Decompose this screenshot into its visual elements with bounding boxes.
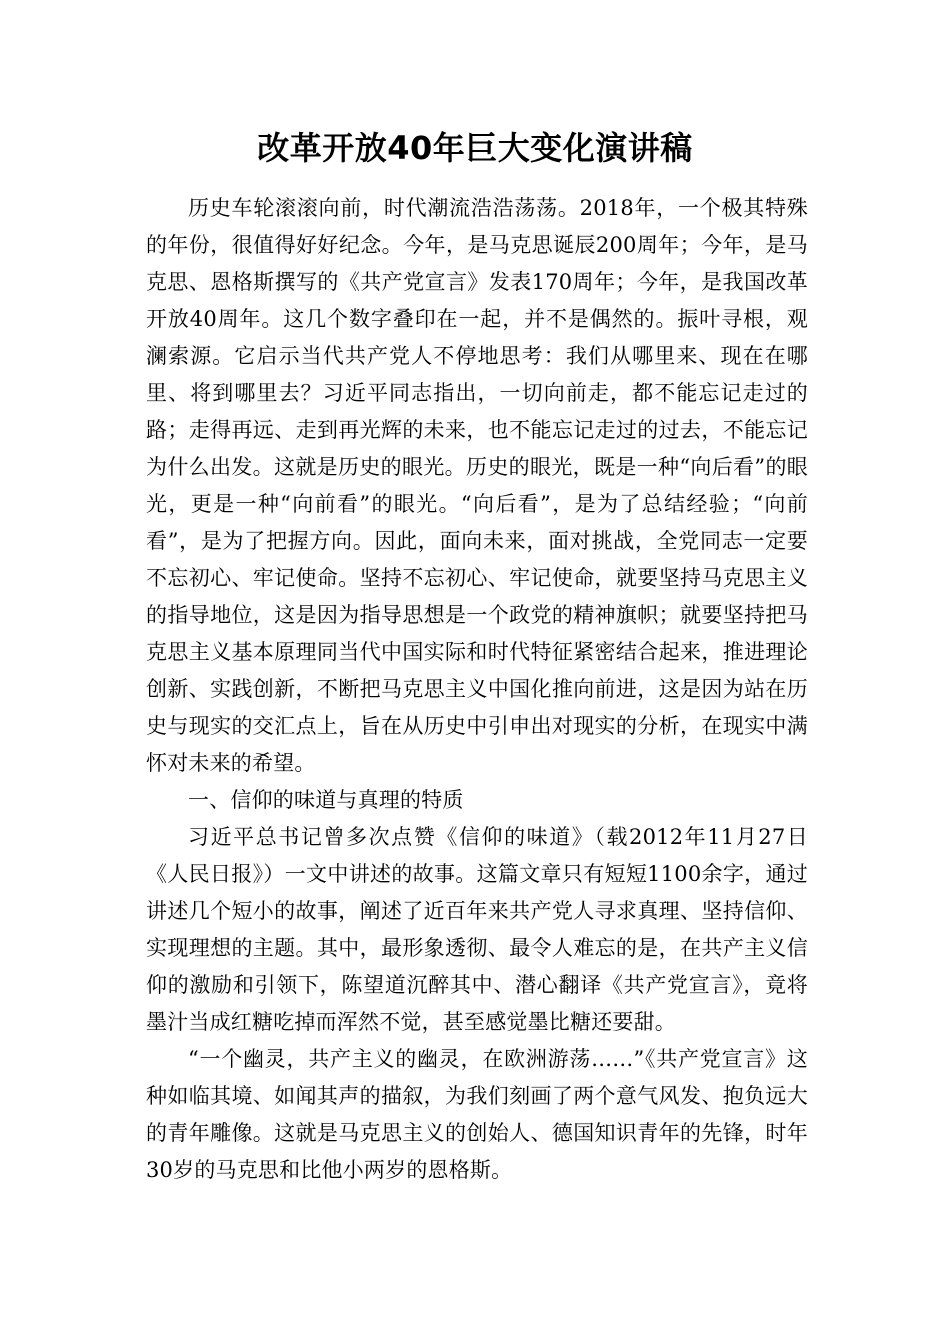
section-heading: 一、信仰的味道与真理的特质 xyxy=(188,788,464,812)
paragraph-faith-taste: 习近平总书记曾多次点赞《信仰的味道》（载2012年11月27日《人民日报》）一文中讲述的故事。这篇文章只有短短1100余字，通过讲述几个短小的故事，阐述了近百年来共产党人寻求真理、坚持信仰、实现理想的主题。其中，最形象透彻、最令人难忘的是，在共产主义信仰的激励和引领下，陈望道沉醉其中、潜心翻译《共产党宣言》，竟将墨汁当成红糖吃掉而浑然不觉，甚至感觉墨比糖还要甜。 xyxy=(146,825,808,1034)
paragraph-intro: 历史车轮滚滚向前，时代潮流浩浩荡荡。2018年，一个极其特殊的年份，很值得好好纪念。今年，是马克思诞辰200周年；今年，是马克思、恩格斯撰写的《共产党宣言》发表170周年；今年，是我国改革开放40周年。这几个数字叠印在一起，并不是偶然的。振叶寻根，观澜索源。它启示当代共产党人不停地思考：我们从哪里来、现在在哪里、将到哪里去？习近平同志指出，一切向前走，都不能忘记走过的路；走得再远、走到再光辉的未来，也不能忘记走过的过去，不能忘记为什么出发。这就是历史的眼光。历史的眼光，既是一种“向后看”的眼光，更是一种“向前看”的眼光。“向后看”，是为了总结经验；“向前看”，是为了把握方向。因此，面向未来，面对挑战，全党同志一定要不忘初心、牢记使命。坚持不忘初心、牢记使命，就要坚持马克思主义的指导地位，这是因为指导思想是一个政党的精神旗帜；就要坚持把马克思主义基本原理同当代中国实际和时代特征紧密结合起来，推进理论创新、实践创新，不断把马克思主义中国化推向前进，这是因为站在历史与现实的交汇点上，旨在从历史中引申出对现实的分析，在现实中满怀对未来的希望。 xyxy=(146,196,808,775)
paragraph-manifesto: “一个幽灵，共产主义的幽灵，在欧洲游荡……”《共产党宣言》这种如临其境、如闻其声的描叙，为我们刻画了两个意气风发、抱负远大的青年雕像。这就是马克思主义的创始人、德国知识青年的先锋，时年30岁的马克思和比他小两岁的恩格斯。 xyxy=(146,1047,808,1182)
document-title: 改革开放40年巨大变化演讲稿 xyxy=(257,129,693,167)
document-body xyxy=(146,190,808,1189)
